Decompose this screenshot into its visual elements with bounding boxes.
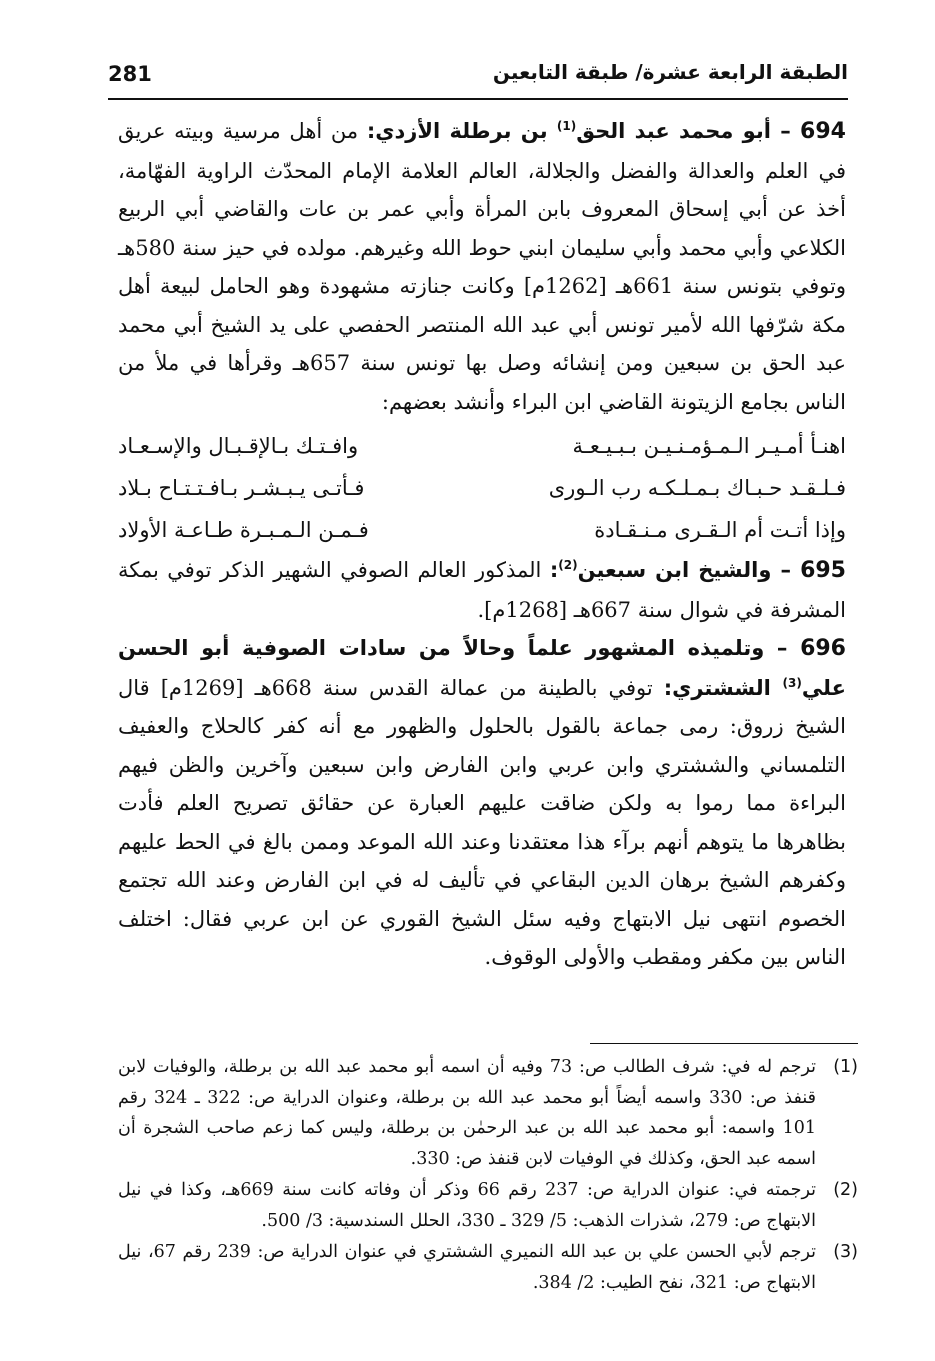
footnote-ref[interactable]: (2) <box>558 558 578 572</box>
main-text <box>118 112 846 977</box>
footnote-divider <box>590 1043 858 1044</box>
entry-name-suffix: بن برطلة الأزدي: <box>366 119 557 143</box>
entry-dash: – <box>771 558 801 582</box>
hemistich-first: فـلـقـد حـبـاك بـمـلـكـه رب الـورى <box>548 476 846 500</box>
poem <box>118 425 846 551</box>
page-number: 281 <box>108 62 152 86</box>
entry-text: المذكور العالم الصوفي الشهير الذكر توفي بمكة المشرفة في شوال سنة 667هـ [1268م]. <box>118 558 846 622</box>
poem-verse <box>118 467 846 509</box>
hemistich-second: فـمـن الـمـبـرة طـاعـة الأولاد <box>118 518 369 542</box>
hemistich-second: وافـتـك بـالإقـبـال والإسـعـاد <box>118 434 359 458</box>
footnote-marker: (2) <box>833 1180 858 1200</box>
footnote-ref[interactable]: (3) <box>782 675 802 690</box>
footnote-marker: (1) <box>833 1057 858 1077</box>
entry-name-suffix: الششتري: <box>663 675 783 700</box>
footnote-item <box>118 1237 858 1298</box>
entry-696 <box>118 629 846 977</box>
footnote-text: ترجم لأبي الحسن علي بن عبد الله النميري الششتري في عنوان الدراية ص: 239 رقم 67، نيل الابتهاج ص: 321، نفح الطيب: 2/ 384. <box>118 1242 817 1293</box>
entry-number: 694 <box>800 119 846 144</box>
entry-name-suffix: : <box>549 558 559 582</box>
hemistich-first: اهنـأ أمـيـر الـمـؤمـنـيـن بـبـيـعـة <box>572 434 846 458</box>
footnote-text: ترجمته في: عنوان الدراية ص: 237 رقم 66 وذكر أن وفاته كانت سنة 669هـ، وكذا في نيل الابتهاج ص: 279، شذرات الذهب: 5/ 329 ـ 330، الحلل السندسية: 3/ 500. <box>118 1180 816 1231</box>
entry-dash: – <box>770 119 801 143</box>
footnote-text: ترجم له في: شرف الطالب ص: 73 وفيه أن اسمه أبو محمد عبد الله بن برطلة، والوفيات لابن قنفذ ص: 330 واسمه أيضاً أبو محمد عبد الله بن برطلة، وعنوان الدراية ص: 322 ـ 324 رقم 101 واسمه: أبو محمد عبد الله بن عبد الرحمٰن بن برطلة، وليس كما زعم صاحب الشجرة أن اسمه عبد الحق، وكذلك في الوفيات لابن قنفذ ص: 330. <box>118 1057 816 1169</box>
entry-dash: – <box>764 636 801 660</box>
footnote-ref[interactable]: (1) <box>556 119 577 133</box>
hemistich-second: فـأتـى يـبـشـر بـافـتـتـاح بـلاد <box>118 476 365 500</box>
entry-number: 696 <box>800 636 846 661</box>
footnote-marker: (3) <box>833 1242 858 1262</box>
running-title: الطبقة الرابعة عشرة/ طبقة التابعين <box>492 60 848 84</box>
footnote-item <box>118 1175 858 1236</box>
entry-number: 695 <box>800 558 846 583</box>
entry-name: والشيخ ابن سبعين <box>577 558 772 582</box>
entry-name: أبو محمد عبد الحق <box>576 119 771 143</box>
entry-name: وتلميذه المشهور علماً وحالاً من سادات الصوفية أبو الحسن علي <box>118 636 846 700</box>
entry-text: من أهل مرسية وبيته عريق في العلم والعدالة والفضل والجلالة، العالم العلامة الإمام المحدّث الراوية الفهّامة، أخذ عن أبي إسحاق المعروف بابن المرأة وأبي عمر بن عات والقاضي أبي الربيع الكلاعي وأبي محمد وأبي سليمان ابني حوط الله وغيرهم. مولده في حيز سنة 580هـ وتوفي بتونس سنة 661هـ [1262م] وكانت جنازته مشهودة وهو الحامل لبيعة أهل مكة شرّفها الله لأمير تونس أبي عبد الله المنتصر الحفصي على يد الشيخ أبي محمد عبد الحق بن سبعين ومن إنشائه وصل بها تونس سنة 657هـ وقرأها في ملأ من الناس بجامع الزيتونة القاضي ابن البراء وأنشد بعضهم: <box>118 119 846 414</box>
poem-verse <box>118 425 846 467</box>
entry-695 <box>118 551 846 629</box>
entry-text: توفي بالطينة من عمالة القدس سنة 668هـ [1269م] قال الشيخ زروق: رمى جماعة بالقول بالحلول والظهور مع أنه كفر كالحلاج والعفيف التلمساني والششتري وابن عربي وابن الفارض وابن سبعين وآخرين والظن فيهم البراءة مما رموا به ولكن ضاقت عليهم العبارة عن حقائق تصريح العلم فأدت بظاهرها ما يتوهم أنهم برآء هذا معتقدنا وعند الله الموعد وممن بالغ في الحط عليهم وكفرهم الشيخ برهان الدين البقاعي في تأليف له في ابن الفارض وعند الله تجتمع الخصوم انتهى نيل الابتهاج وفيه سئل الشيخ القوري عن ابن عربي فقال: اختلف الناس بين مكفر ومقطب والأولى الوقوف. <box>118 675 846 969</box>
hemistich-first: وإذا أتـت أم الـقـرى مـنـقـادة <box>594 518 846 542</box>
footnote-item <box>118 1052 858 1174</box>
poem-verse <box>118 509 846 551</box>
entry-694 <box>118 112 846 421</box>
page-header <box>108 58 848 100</box>
footnotes <box>118 1052 858 1299</box>
